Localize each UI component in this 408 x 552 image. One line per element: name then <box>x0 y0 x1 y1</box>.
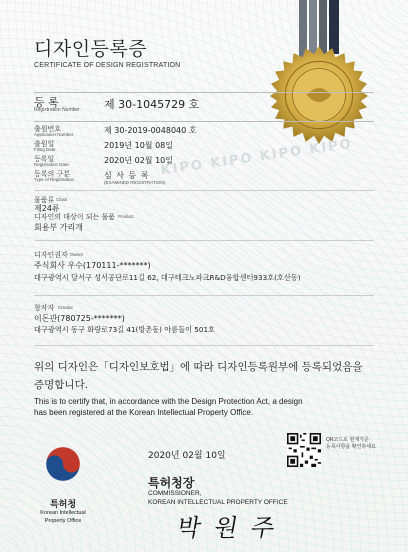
registration-type-label: 등록의 구분 <box>34 170 71 178</box>
qr-instructions-line: QR코드로 현재기준 <box>326 437 369 443</box>
application-number: 제 30-2019-0048040 호 <box>104 126 197 135</box>
registration-date-label-en: Registration Date <box>34 162 69 167</box>
divider <box>34 190 374 191</box>
kipo-logo-icon <box>44 445 82 483</box>
application-label: 출원번호 <box>34 125 62 133</box>
certification-text-en <box>34 396 379 418</box>
registration-label-en: Registration Number <box>34 107 80 113</box>
filing-date: 2019년 10월 08일 <box>104 141 173 150</box>
product-label: 디자인의 대상이 되는 물품 <box>34 213 116 221</box>
commissioner-signature: 박 원 주 <box>175 514 280 542</box>
divider <box>34 240 374 241</box>
qr-instructions-line: 등록사항을 확인하세요 <box>326 444 376 450</box>
registration-row <box>34 92 374 122</box>
certification-text-ko <box>34 358 374 394</box>
owner-label: 디자인권자 <box>34 251 68 259</box>
issue-date: 2020년 02월 10일 <box>148 451 226 461</box>
certificate-title-en: CERTIFICATE OF DESIGN REGISTRATION <box>34 62 181 69</box>
certification-en-line: This is to certify that, in accordance with the Design Protection Act, a design <box>34 397 303 406</box>
product-value: 회용부 가리개 <box>34 223 83 232</box>
kipo-name-en: Property Office <box>44 518 82 524</box>
commissioner-office-en: KOREAN INTELLECTUAL PROPERTY OFFICE <box>148 499 288 506</box>
creator-label-en: Creator <box>58 305 74 310</box>
kipo-name-en: Korean Intellectual <box>40 510 86 516</box>
owner-label-en: Owner <box>70 252 84 257</box>
class-value: 제24류 <box>34 204 60 213</box>
registration-number: 제 30-1045729 호 <box>104 98 200 111</box>
creator-address: 대구광역시 동구 화랑로73길 41(방촌동) 아름들이 501호 <box>34 325 215 334</box>
owner-name: 주식회사 우수(170111-*******) <box>34 261 151 270</box>
qr-code-icon[interactable] <box>287 433 321 467</box>
certification-en-line: has been registered at the Korean Intellectual Property Office. <box>34 408 254 417</box>
registration-date: 2020년 02월 10일 <box>104 156 173 165</box>
certification-ko-line: 위의 디자인은「디자인보호법」에 따라 디자인등록원부에 등록되었음을 <box>34 361 363 373</box>
divider <box>34 295 374 296</box>
filing-date-label: 출원일 <box>34 140 55 148</box>
kipo-watermark: KIPO KIPO KIPO KIPO <box>159 136 354 179</box>
registration-type-en: (EXAMINED REGISTRATION) <box>104 180 166 185</box>
commissioner-title-en: COMMISSIONER, <box>148 490 202 497</box>
registration-type-label-en: Type of Registration <box>34 177 75 182</box>
registration-label: 등 록 <box>34 96 59 109</box>
certification-ko-line: 증명합니다. <box>34 379 89 391</box>
certificate-title: 디자인등록증 <box>34 38 148 60</box>
registration-date-label: 등록일 <box>34 155 55 163</box>
application-label-en: Application Number <box>34 132 74 137</box>
qr-instructions <box>326 437 386 451</box>
commissioner-title-ko: 특허청장 <box>148 476 195 490</box>
creator-label: 창작자 <box>34 304 55 312</box>
class-label-en: Class <box>56 197 68 202</box>
class-label: 물품류 <box>34 196 55 204</box>
creator-name: 이돈관(780725-*******) <box>34 314 125 323</box>
registration-type: 심 사 등 록 <box>104 171 150 180</box>
product-label-en: Product <box>118 214 134 219</box>
filing-date-label-en: Filing Date <box>34 147 56 152</box>
kipo-name-ko: 특허청 <box>49 500 77 510</box>
owner-address: 대구광역시 달서구 성서공단로11길 62, 대구테크노파크R&D융합센터933호(호산동) <box>34 273 301 282</box>
divider <box>34 345 374 346</box>
